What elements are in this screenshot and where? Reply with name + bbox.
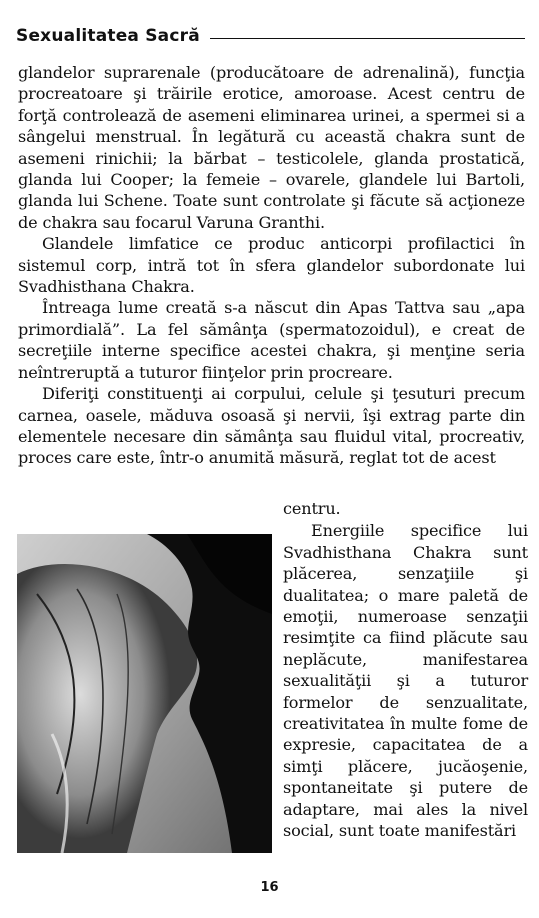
paragraph-5: Energiile specifice lui Svadhisthana Chakra sunt plăcerea, senzaţiile şi dualitatea; o mare paletă de emoţii, numeroase senzaţii resimţite ca fiind plăcute sau neplăcute, manifestarea sexualităţii şi a tuturor formelor de senzualitate, creativitatea în multe fome de expresie, capacitatea de a simţi plăcere, jucăoşenie, spontaneitate şi putere de adaptare, mai ales la nivel social, sunt toate manifestări <box>283 521 528 841</box>
figure-photo <box>17 534 272 853</box>
paragraph-2: Glandele limfatice ce produc anticorpi profilactici în sistemul corp, intră tot în sfera glandelor subordonate lui Svadhisthana Chakra. <box>18 234 525 297</box>
paragraph-4: Diferiţi constituenţi ai corpului, celule şi ţesuturi precum carnea, oasele, măduva osoasă şi nervii, îşi extrag parte din elementele necesare din sămânţa sau fluidul vital, procreativ, proces care este, într-o anumită măsură, reglat tot de acest <box>18 384 525 468</box>
running-header <box>16 26 525 46</box>
body-text <box>18 62 525 469</box>
paragraph-1: glandelor suprarenale (producătoare de adrenalină), funcţia procreatoare şi trăirile erotice, amoroase. Acest centru de forţă controlează de asemeni eliminarea urinei, a spermei si a sângelui menstrual. În legătură cu această chakra sunt de asemeni rinichii; la bărbat – testicolele, glanda prostatică, glanda lui Cooper; la femeie – ovarele, glandele lui Bartoli, glanda lui Schene. Toate sunt controlate şi făcute să acţioneze de chakra sau focarul Varuna Granthi. <box>18 63 525 232</box>
paragraph-4-continuation: centru. <box>283 499 341 518</box>
running-header-title: Sexualitatea Sacră <box>16 26 200 46</box>
header-rule <box>210 38 525 39</box>
page-number: 16 <box>260 880 279 895</box>
couple-silhouette-photo <box>17 534 272 853</box>
side-column-text <box>283 498 528 842</box>
paragraph-3: Întreaga lume creată s-a născut din Apas Tattva sau „apa primordială”. La fel sămânţa (spermatozoidul), e creat de secreţiile interne specifice acestei chakra, şi menţine seria neîntreruptă a tuturor fiinţelor prin procreare. <box>18 298 525 382</box>
